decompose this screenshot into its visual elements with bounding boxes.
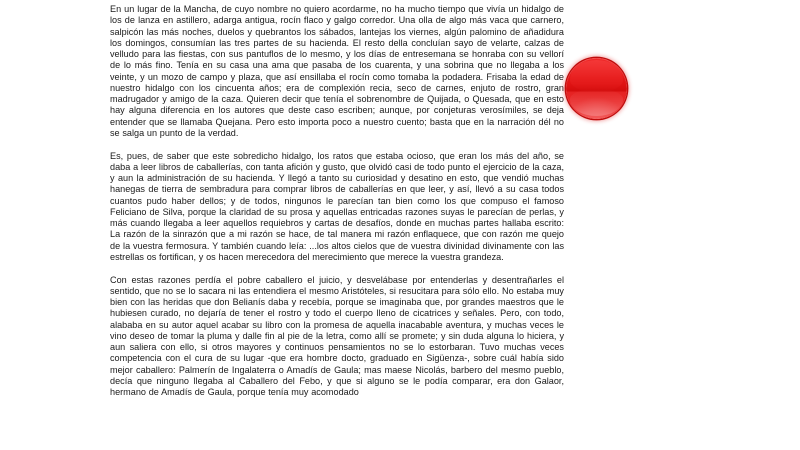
paragraph: Es, pues, de saber que este sobredicho hidalgo, los ratos que estaba ocioso, que eran los más del año, se daba a leer libros de caballerías, con tanta afición y gusto, que olvidó casi de todo punto el ejercicio de la caza, y aun la administración de su hacienda. Y llegó a tanto su curiosidad y desatino en esto, que vendió muchas hanegas de tierra de sembradura para comprar libros de caballerías en que leer, y así, llevó a su casa todos cuantos pudo haber dellos; y de todos, ningunos le parecían tan bien como los que compuso el famoso Feliciano de Silva, porque la claridad de su prosa y aquellas entricadas razones suyas le parecían de perlas, y más cuando llegaba a leer aquellos requiebros y cartas de desafíos, donde en muchas partes hallaba escrito: La razón de la sinrazón que a mi razón se hace, de tal manera mi razón enflaquece, que con razón me quejo de la vuestra fermosura. Y también cuando leía: ...los altos cielos que de vuestra divinidad divinamente con las estrellas os fortifican, y os hacen merecedora del merecimiento que merece la vuestra grandeza. — [110, 150, 564, 262]
paragraph: En un lugar de la Mancha, de cuyo nombre no quiero acordarme, no ha mucho tiempo que vivía un hidalgo de los de lanza en astillero, adarga antigua, rocín flaco y galgo corredor. Una olla de algo más vaca que carnero, salpicón las más noches, duelos y quebrantos los sábados, lantejas los viernes, algún palomino de añadidura los domingos, consumían las tres partes de su hacienda. El resto della concluían sayo de velarte, calzas de velludo para las fiestas, con sus pantuflos de lo mesmo, y los días de entresemana se honraba con su vellorí de lo más fino. Tenía en su casa una ama que pasaba de los cuarenta, y una sobrina que no llegaba a los veinte, y un mozo de campo y plaza, que así ensillaba el rocín como tomaba la podadera. Frisaba la edad de nuestro hidalgo con los cincuenta años; era de complexión recia, seco de carnes, enjuto de rostro, gran madrugador y amigo de la caza. Quieren decir que tenía el sobrenombre de Quijada, o Quesada, que en esto hay alguna diferencia en los autores que deste caso escriben; aunque, por conjeturas verosímiles, se deja entender que se llamaba Quejana. Pero esto importa poco a nuestro cuento; basta que en la narración dél no se salga un punto de la verdad. — [110, 4, 564, 138]
paragraph: Con estas razones perdía el pobre caballero el juicio, y desvelábase por entenderlas y desentrañarles el sentido, que no se lo sacara ni las entendiera el mesmo Aristóteles, si resucitara para sólo ello. No estaba muy bien con las heridas que don Belianís daba y recebía, porque se imaginaba que, por grandes maestros que le hubiesen curado, no dejaría de tener el rostro y todo el cuerpo lleno de cicatrices y señales. Pero, con todo, alababa en su autor aquel acabar su libro con la promesa de aquella inacabable aventura, y muchas veces le vino deseo de tomar la pluma y dalle fin al pie de la letra, como allí se promete; y sin duda alguna lo hiciera, y aun saliera con ello, si otros mayores y continuos pensamientos no se lo estorbaran. Tuvo muchas veces competencia con el cura de su lugar -que era hombre docto, graduado en Sigüenza-, sobre cuál había sido mejor caballero: Palmerín de Ingalaterra o Amadís de Gaula; mas maese Nicolás, barbero del mesmo pueblo, decía que ninguno llegaba al Caballero del Febo, y que si alguno se le podía comparar, era don Galaor, hermano de Amadís de Gaula, porque tenía muy acomodado — [110, 274, 564, 397]
red-circle-button[interactable] — [566, 58, 627, 119]
document-text-block — [110, 4, 564, 450]
